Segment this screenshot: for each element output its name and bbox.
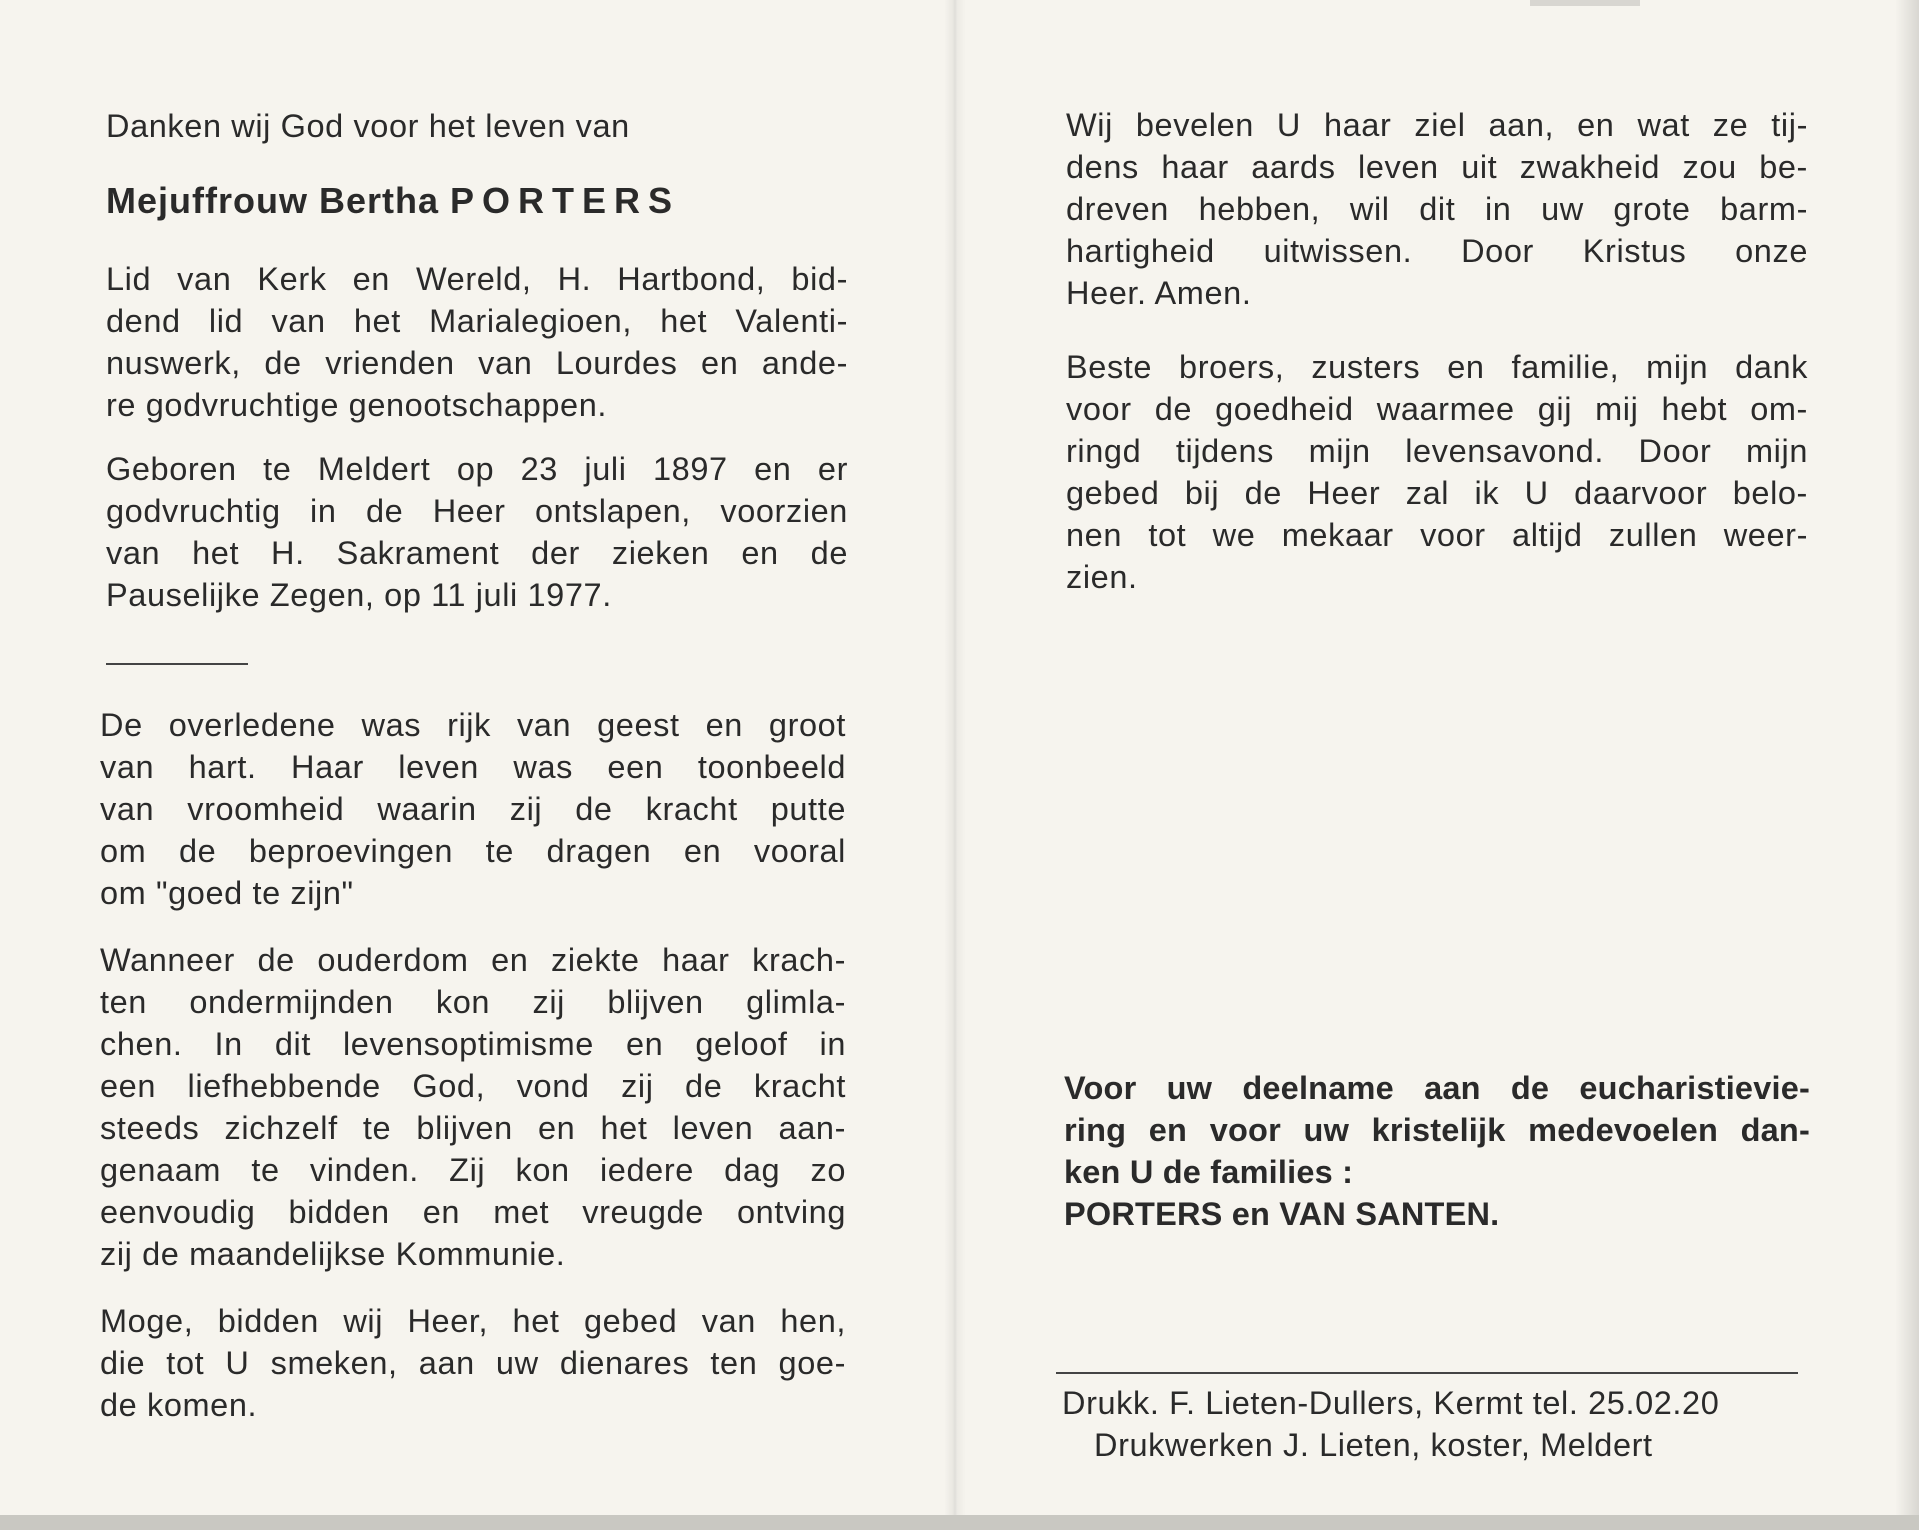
text-line: Beste broers, zusters en familie, mijn dank	[1066, 349, 1808, 385]
text-line: nuswerk, de vrienden van Lourdes en ande-	[106, 345, 848, 381]
text-line: gebed bij de Heer zal ik U daarvoor belo-	[1066, 475, 1808, 511]
text-line: Geboren te Meldert op 23 juli 1897 en er	[106, 451, 848, 487]
ink-smudge	[1530, 0, 1640, 6]
text-line: steeds zichzelf te blijven en het leven aan-	[100, 1110, 846, 1146]
text-line: Wij bevelen U haar ziel aan, en wat ze tij-	[1066, 107, 1808, 143]
family-thanks-paragraph	[1066, 346, 1808, 598]
text-line: ring en voor uw kristelijk medevoelen dan-	[1064, 1112, 1810, 1148]
text-line: ken U de families :	[1064, 1154, 1354, 1190]
text-line: om "goed te zijn"	[100, 875, 354, 911]
text-line: Voor uw deelname aan de eucharistievie-	[1064, 1070, 1810, 1106]
text-line: ten ondermijnden kon zij blijven glimla-	[100, 984, 846, 1020]
text-line: dend lid van het Marialegioen, het Valenti-	[106, 303, 848, 339]
text-line: nen tot we mekaar voor altijd zullen weer-	[1066, 517, 1808, 553]
text-line: De overledene was rijk van geest en groot	[100, 707, 846, 743]
text-line: zij de maandelijkse Kommunie.	[100, 1236, 566, 1272]
text-line: om de beproevingen te dragen en vooral	[100, 833, 846, 869]
closing-thanks-paragraph	[1064, 1067, 1810, 1235]
text-line: Moge, bidden wij Heer, het gebed van hen,	[100, 1303, 846, 1339]
text-line: chen. In dit levensoptimisme en geloof in	[100, 1026, 846, 1062]
text-line: de komen.	[100, 1387, 258, 1423]
text-line: Heer. Amen.	[1066, 275, 1252, 311]
text-line: van het H. Sakrament der zieken en de	[106, 535, 848, 571]
text-line: voor de goedheid waarmee gij mij hebt om-	[1066, 391, 1808, 427]
text-line: re godvruchtige genootschappen.	[106, 387, 608, 423]
divider	[1056, 1372, 1798, 1374]
intro-line: Danken wij God voor het leven van	[106, 108, 630, 144]
text-line: dens haar aards leven uit zwakheid zou be-	[1066, 149, 1808, 185]
text-line: van hart. Haar leven was een toonbeeld	[100, 749, 846, 785]
text-line: die tot U smeken, aan uw dienares ten goe-	[100, 1345, 846, 1381]
edge-shadow	[1895, 0, 1919, 1515]
scan-border	[0, 1515, 1919, 1530]
commendation-paragraph	[1066, 104, 1808, 314]
text-line: Lid van Kerk en Wereld, H. Hartbond, bid-	[106, 261, 848, 297]
family-names: PORTERS en VAN SANTEN.	[1064, 1196, 1500, 1232]
text-line: hartigheid uitwissen. Door Kristus onze	[1066, 233, 1808, 269]
text-line: godvruchtig in de Heer ontslapen, voorzien	[106, 493, 848, 529]
text-line: Wanneer de ouderdom en ziekte haar krach-	[100, 942, 846, 978]
printer-credit-secondary: Drukwerken J. Lieten, koster, Meldert	[1094, 1427, 1653, 1463]
text-line: genaam te vinden. Zij kon iedere dag zo	[100, 1152, 846, 1188]
text-line: dreven hebben, wil dit in uw grote barm-	[1066, 191, 1808, 227]
text-line: zien.	[1066, 559, 1138, 595]
name-prefix: Mejuffrouw Bertha	[106, 180, 440, 221]
name-surname: PORTERS	[450, 180, 681, 221]
printer-credit: Drukk. F. Lieten-Dullers, Kermt tel. 25.02.20	[1062, 1385, 1720, 1421]
text-line: Pauselijke Zegen, op 11 juli 1977.	[106, 577, 612, 613]
text-line: een liefhebbende God, vond zij de kracht	[100, 1068, 846, 1104]
text-line: van vroomheid waarin zij de kracht putte	[100, 791, 846, 827]
text-line: eenvoudig bidden en met vreugde ontving	[100, 1194, 846, 1230]
text-line: ringd tijdens mijn levensavond. Door mijn	[1066, 433, 1808, 469]
